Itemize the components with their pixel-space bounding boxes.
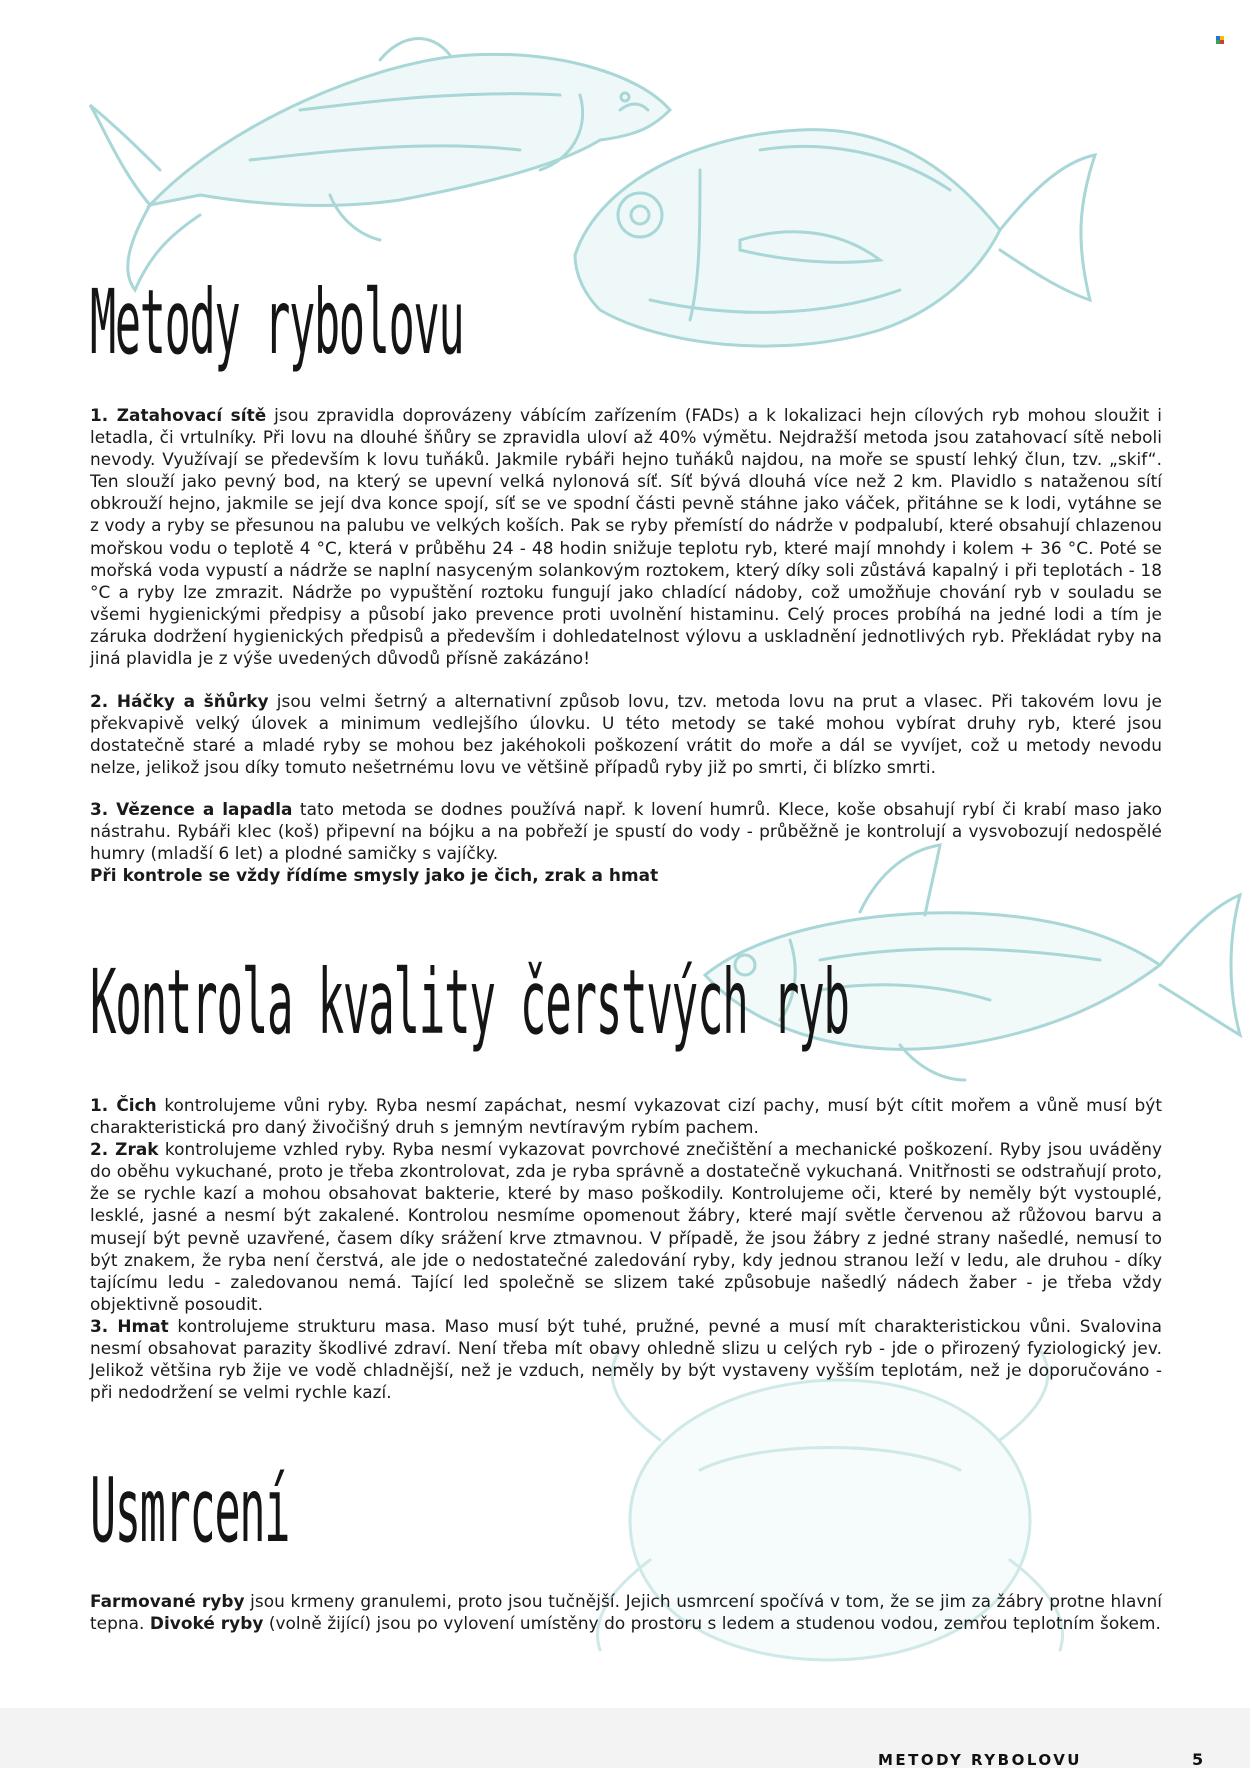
method-2-title: 2. Háčky a šňůrky [90, 691, 269, 711]
quality-touch-text: kontrolujeme strukturu masa. Maso musí být tuhé, pružné, pevné a musí mít charakteristickou vůni. Svalovina nesmí obsahovat parazity škodlivé zdraví. Není třeba mít obavy ohledně slizu u celých ryb - jde o přirozený fyziologický jev. Jelikož většina ryb žije ve vodě chladnější, než je vzduch, neměly by být vystaveny vyšším teplotám, než je doporučováno - při nedodržení se velmi rychle kazí. [90, 1315, 1162, 1403]
page-number: 5 [1192, 1750, 1204, 1769]
paragraph-method-2 [90, 690, 1162, 778]
quality-sight-title: 2. Zrak [90, 1139, 159, 1160]
method-3-title: 3. Vězence a lapadla [90, 799, 293, 819]
wild-fish-text: (volně žijící) jsou po vylovení umístěny do prostoru s ledem a studenou vodou, zemřou teplotním šokem. [263, 1613, 1161, 1634]
paragraph-method-3 [90, 798, 1162, 886]
heading-quality-control: Kontrola kvality čerstvých ryb [90, 950, 849, 1055]
quality-smell-text: kontrolujeme vůni ryby. Ryba nesmí zapáchat, nesmí vykazovat cizí pachy, musí být cítit mořem a vůně musí být charakteristická pro daný živočišný druh s jemným nevtíravým rybím pachem. [90, 1095, 1162, 1138]
method-1-title: 1. Zatahovací sítě [90, 405, 267, 425]
heading-killing: Usmrcení [90, 1458, 290, 1563]
method-3-text: tato metoda se dodnes používá např. k lovení humrů. Klece, koše obsahují rybí či krabí maso jako nástrahu. Rybáři klec (koš) připevní na bójku a na pobřeží je spustí do vody - průběžně je kontrolují a vysvobozují nedospělé humry (mladší 6 let) a plodné samičky s vajíčky. [90, 799, 1162, 864]
quality-touch-title: 3. Hmat [90, 1315, 169, 1336]
paragraph-killing [90, 1590, 1162, 1634]
farmed-fish-title: Farmované ryby [90, 1591, 245, 1611]
wild-fish-title: Divoké ryby [149, 1613, 264, 1634]
sea-bream-illustration [575, 130, 1095, 346]
method-2-text: jsou velmi šetrný a alternativní způsob lovu, tzv. metoda lovu na prut a vlasec. Při takovém lovu je překvapivě velký úlovek a minimum vedlejšího úlovku. U této metody se také mohou vybírat druhy ryb, které jsou dostatečně staré a mladé ryby se mohou bez jakéhokoli poškození vrátit do moře a dál se vyvíjet, což u metody nevodu nelze, jelikož jsou díky tomuto nešetrnému lovu ve většině případů ryby již po smrti, či blízko smrti. [90, 691, 1162, 778]
quality-smell-title: 1. Čich [90, 1095, 157, 1115]
paragraph-method-1 [90, 404, 1162, 669]
farmed-fish-text: jsou krmeny granulemi, proto jsou tučnější. Jejich usmrcení spočívá v tom, že se jim za žábry protne hlavní tepna. [90, 1591, 1162, 1634]
footer-section-title: METODY RYBOLOVU [877, 1751, 1082, 1769]
method-1-text: jsou zpravidla doprovázeny vábícím zařízením (FADs) a k lokalizaci hejn cílových ryb mohou sloužit i letadla, či vrtulníky. Při lovu na dlouhé šňůry se zpravidla uloví až 40% výmětu. Nejdražší metoda jsou zatahovací sítě neboli nevody. Využívají se především k lovu tuňáků. Jakmile rybáři hejno tuňáků najdou, na moře se spustí lehký člun, tzv. „skif“. Ten slouží jako pevný bod, na který se upevní velká nylonová síť. Síť bývá dlouhá více než 2 km. Plavidlo s nataženou sítí obkrouží hejno, jakmile se její dva konce spojí, síť se ve spodní části pevně stáhne jako váček, přitáhne se k lodi, vytáhne se z vody a ryby se přesunou na palubu ve velkých koších. Pak se ryby přemístí do nádrže v podpalubí, které obsahují chlazenou mořskou vodu o teplotě 4 °C, která v průběhu 24 - 48 hodin snižuje teplotu ryb, které mají mnohdy i kolem + 36 °C. Poté se mořská voda vypustí a nádrže se naplní nasyceným solankovým roztokem, který díky soli zůstává kapalný i při teplotách - 18 °C a ryby lze zmrazit. Nádrže po vypuštění roztoku fungují jako chladící nádoby, což umožňuje chování ryb v souladu se všemi hygienickými předpisy a působí jako prevence proti uvolnění histaminu. Celý proces probíhá na jedné lodi a tím je záruka dodržení hygienických předpisů a především i dohledatelnost výlovu a uskladnění jednotlivých ryb. Překládat ryby na jiná plavidla je z výše uvedených důvodů přísně zakázáno! [90, 405, 1162, 669]
paragraph-quality [90, 1094, 1162, 1403]
color-marker-icon [1216, 36, 1224, 44]
senses-note: Při kontrole se vždy řídíme smysly jako je čich, zrak a hmat [90, 865, 659, 886]
heading-fishing-methods: Metody rybolovu [90, 270, 464, 375]
quality-sight-text: kontrolujeme vzhled ryby. Ryba nesmí vykazovat povrchové znečištění a mechanické poškození. Ryby jsou uváděny do oběhu vykuchané, proto je třeba zkontrolovat, zda je ryba správně a dostatečně vykuchaná. Vnitřnosti se odstraňují proto, že se rychle kazí a mohou obsahovat bakterie, které by maso poškodily. Kontrolujeme oči, které by neměly být vystouplé, lesklé, jasné a nesmí být zakalené. Kontrolou nesmíme opomenout žábry, které mají světle červenou až růžovou barvu a musejí být pevně uzavřené, časem díky srážení krve ztmavnou. V případě, že jsou žábry z jedné strany našedlé, nemusí to být znakem, že ryba není čerstvá, ale jde o nedostatečné zaledování ryby, kdy jednou stranou leží v ledu, ale druhou - díky tajícímu ledu - zaledovanou nemá. Tající led společně se slizem také způsobuje našedlý nádech žaber - je třeba vždy objektivně posoudit. [90, 1139, 1163, 1314]
